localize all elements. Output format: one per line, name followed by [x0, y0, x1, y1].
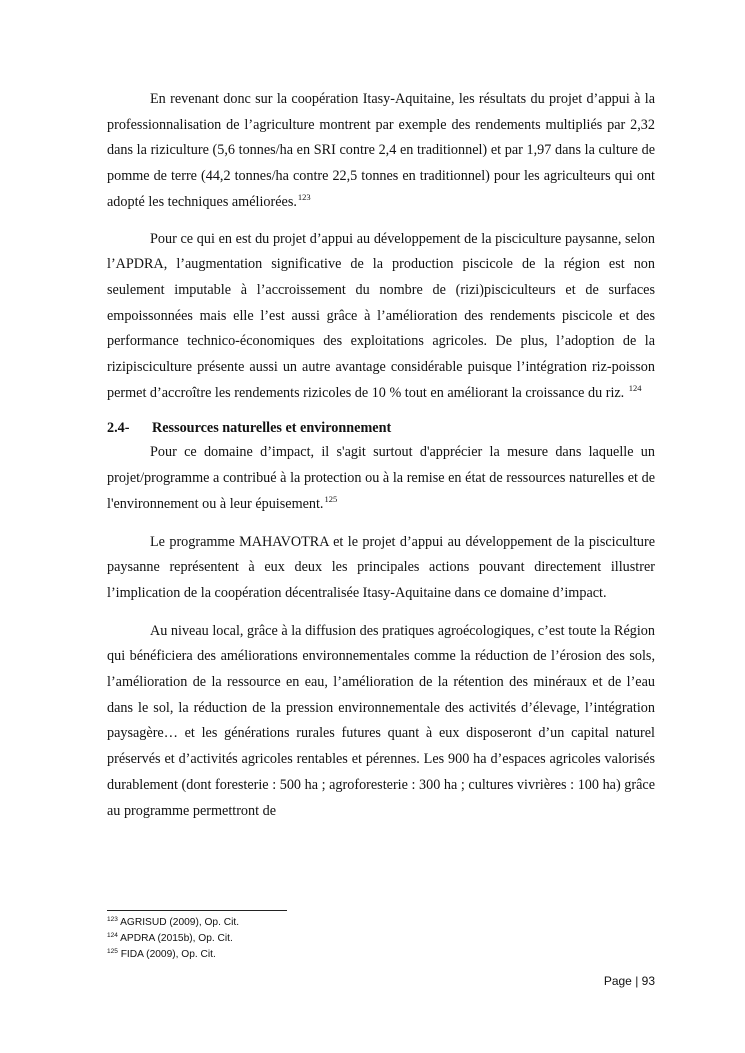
- footnote-item: [107, 931, 239, 947]
- paragraph-5: [107, 619, 655, 825]
- paragraph-4-text: Le programme MAHAVOTRA et le projet d’appui au développement de la pisciculture paysanne représentent à eux deux les principales actions pouvant directement illustrer l’implication de la coopération décentralisée Itasy-Aquitaine dans ce domaine d’impact.: [107, 533, 655, 601]
- footnote-separator: [107, 910, 287, 911]
- footnote-item: [107, 915, 239, 931]
- footnotes: [107, 915, 239, 963]
- page-body: [107, 87, 655, 824]
- paragraph-2: [107, 227, 655, 407]
- paragraph-3-text: Pour ce domaine d’impact, il s'agit surtout d'apprécier la mesure dans laquelle un projet/programme a contribué à la protection ou à la remise en état de ressources naturelles et de l'environnement ou à leur épuisement.: [107, 444, 655, 512]
- footnote-text: AGRISUD (2009), Op. Cit.: [120, 917, 240, 928]
- footnote-number: 123: [107, 916, 118, 923]
- footnote-ref-123[interactable]: 123: [297, 191, 311, 202]
- section-heading: [107, 416, 655, 440]
- paragraph-1: [107, 87, 655, 216]
- paragraph-2-text: Pour ce qui en est du projet d’appui au développement de la pisciculture paysanne, selon l’APDRA, l’augmentation significative de la production piscicole de la région est non seulement imputable à l’accroissement du nombre de (rizi)pisciculteurs et de surfaces empoissonnées mais elle l’est aussi grâce à l’amélioration des rendements piscicole et des performance technico-économiques des exploitations agricoles. De plus, l’adoption de la rizipisciculture présente aussi un autre avantage considérable puisque l’intégration riz-poisson permet d’accroître les rendements rizicoles de 10 % tout en améliorant la croissance du riz.: [107, 230, 655, 401]
- footnote-ref-124[interactable]: 124: [628, 382, 642, 393]
- footnote-text: APDRA (2015b), Op. Cit.: [120, 933, 233, 944]
- footnote-ref-125[interactable]: 125: [324, 493, 338, 504]
- paragraph-3: [107, 440, 655, 517]
- section-title: Ressources naturelles et environnement: [152, 420, 392, 437]
- footnote-item: [107, 947, 239, 963]
- footnote-text: FIDA (2009), Op. Cit.: [120, 949, 216, 960]
- paragraph-5-text: Au niveau local, grâce à la diffusion des pratiques agroécologiques, c’est toute la Région qui bénéficiera des améliorations environnementales comme la réduction de l’érosion des sols, l’amélioration de la ressource en eau, l’amélioration de la rétention des minéraux et de l’eau dans le sol, la réduction de la pression environnementale des activités d’élevage, l’intégration paysagère… et les générations rurales futures quant à eux disposeront d’un capital naturel préservés et d’activités agricoles rentables et pérennes. Les 900 ha d’espaces agricoles valorisés durablement (dont foresterie : 500 ha ; agroforesterie : 300 ha ; cultures vivrières : 100 ha) grâce au programme permettront de: [107, 622, 655, 819]
- paragraph-1-text: En revenant donc sur la coopération Itasy-Aquitaine, les résultats du projet d’appui à la professionnalisation de l’agriculture montrent par exemple des rendements multipliés par 2,32 dans la riziculture (5,6 tonnes/ha en SRI contre 2,4 en traditionnel) et par 1,97 dans la culture de pomme de terre (44,2 tonnes/ha contre 22,5 tonnes en traditionnel) pour les agriculteurs qui ont adopté les techniques améliorées.: [107, 91, 655, 210]
- paragraph-4: [107, 530, 655, 607]
- section-number: 2.4-: [107, 420, 130, 437]
- footnote-number: 124: [107, 932, 118, 939]
- page-number: Page | 93: [603, 974, 655, 988]
- footnote-number: 125: [107, 948, 118, 955]
